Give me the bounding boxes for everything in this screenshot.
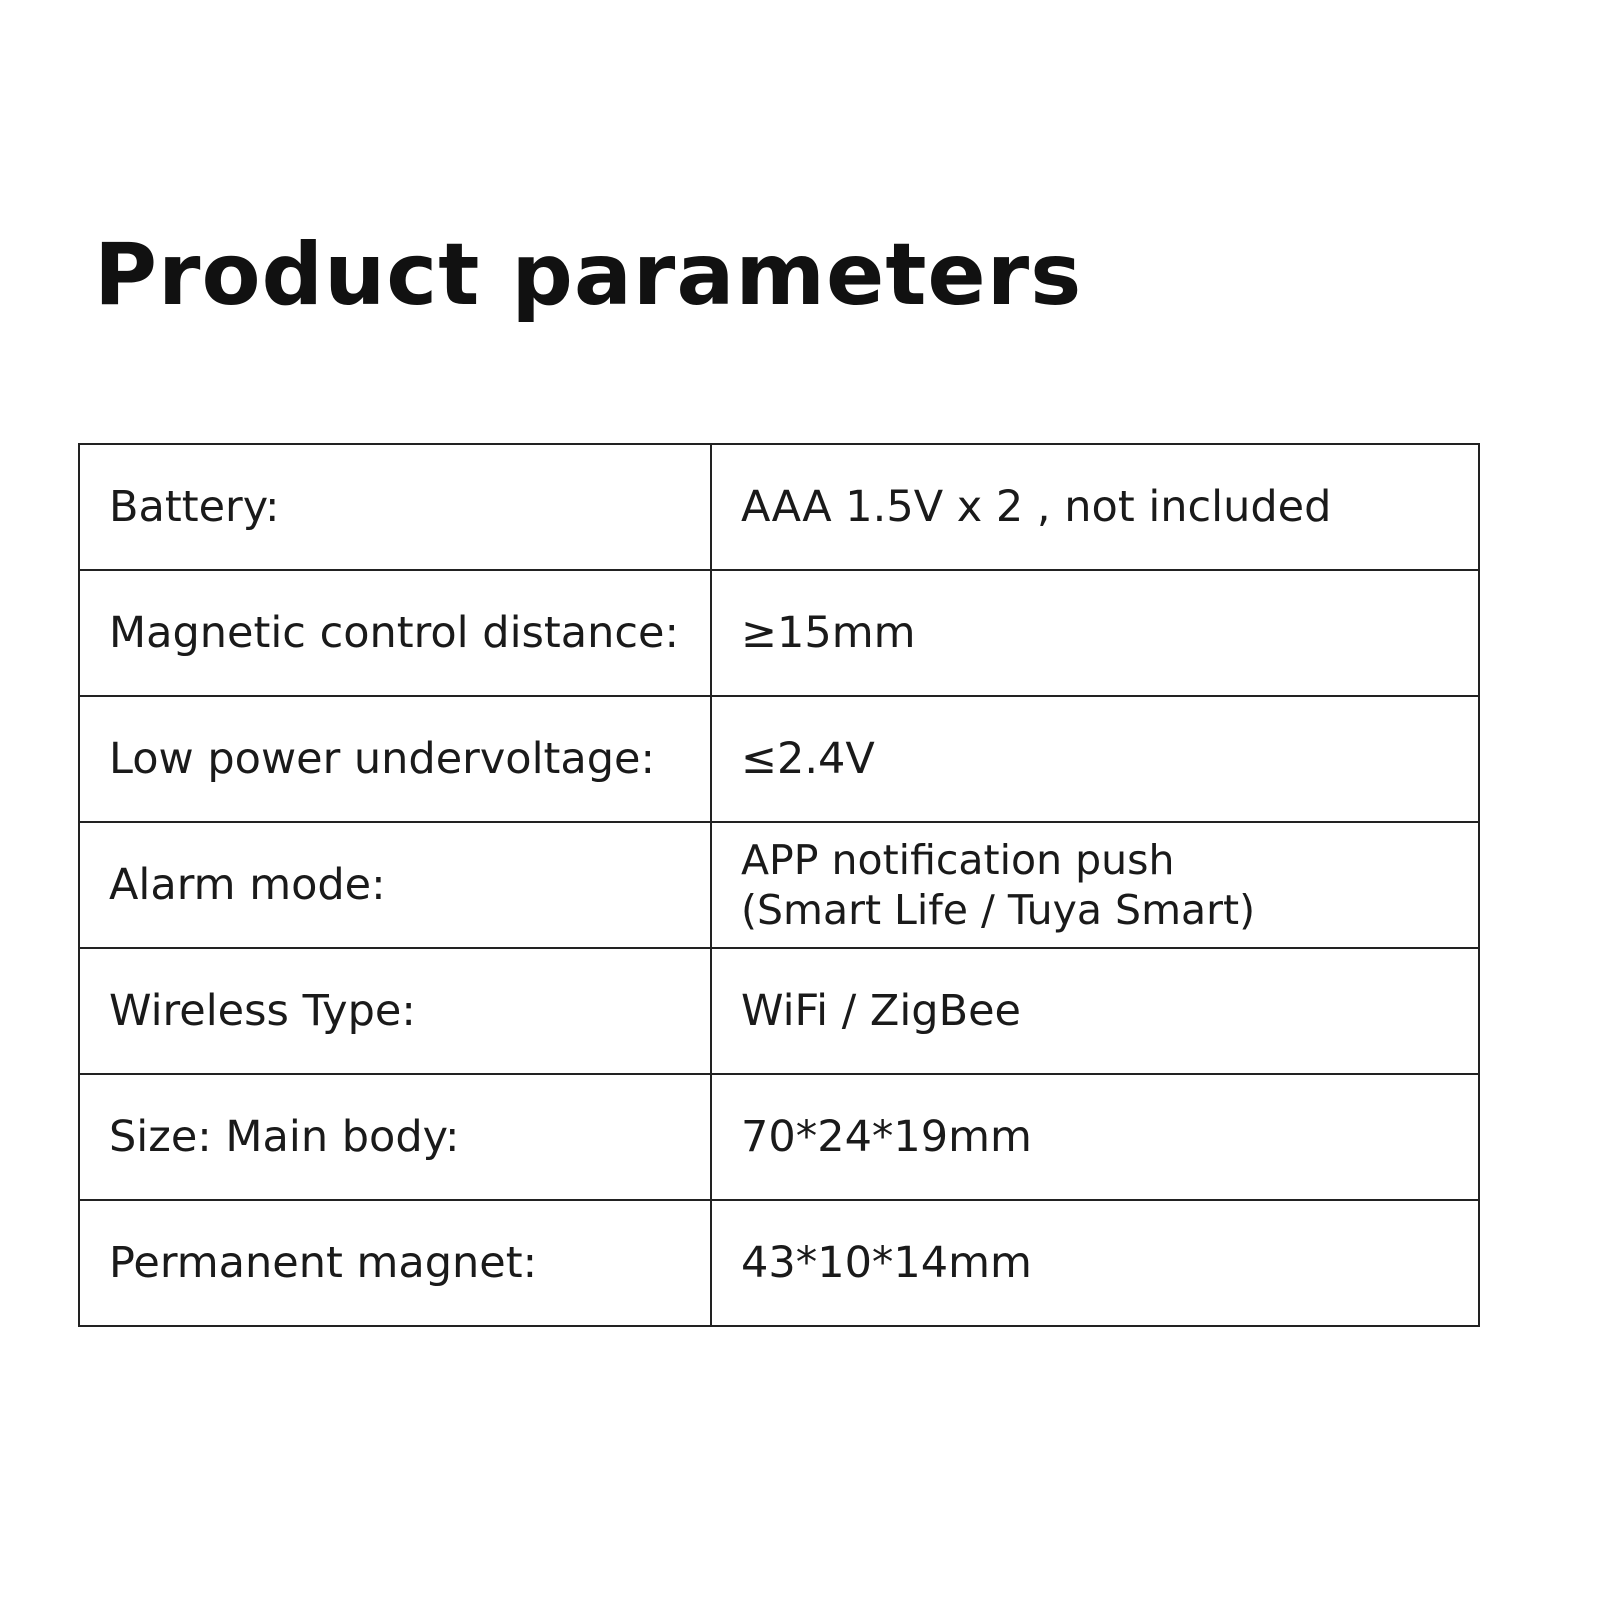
parameter-label: Magnetic control distance: [79, 570, 711, 696]
table-row [79, 822, 1479, 948]
table-row [79, 696, 1479, 822]
page-title: Product parameters [94, 225, 1083, 325]
table-row [79, 444, 1479, 570]
parameter-value-line: (Smart Life / Tuya Smart) [741, 886, 1256, 934]
table-row [79, 948, 1479, 1074]
parameter-value: 43*10*14mm [711, 1200, 1479, 1326]
table-row [79, 1074, 1479, 1200]
parameter-value: WiFi / ZigBee [711, 948, 1479, 1074]
parameter-label: Size: Main body: [79, 1074, 711, 1200]
parameter-value-line: APP notification push [741, 835, 1175, 884]
parameter-value: AAA 1.5V x 2 , not included [711, 444, 1479, 570]
parameter-label: Low power undervoltage: [79, 696, 711, 822]
parameter-label: Battery: [79, 444, 711, 570]
parameter-value [711, 822, 1479, 948]
table-row [79, 570, 1479, 696]
parameters-table [78, 443, 1480, 1327]
parameter-value: 70*24*19mm [711, 1074, 1479, 1200]
parameter-label: Alarm mode: [79, 822, 711, 948]
parameter-value: ≥15mm [711, 570, 1479, 696]
parameter-label: Wireless Type: [79, 948, 711, 1074]
parameter-label: Permanent magnet: [79, 1200, 711, 1326]
parameter-value: ≤2.4V [711, 696, 1479, 822]
table-row [79, 1200, 1479, 1326]
